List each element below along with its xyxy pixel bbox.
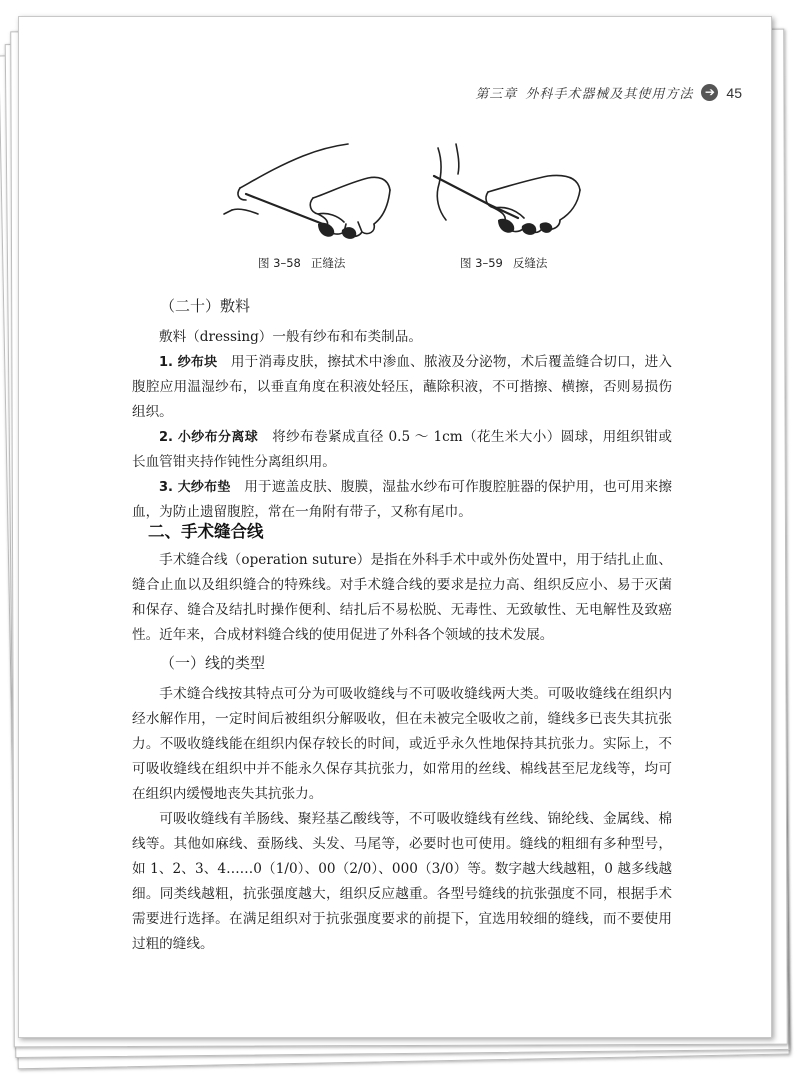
section-heading-dressing: （二十）敷料 [160,297,251,315]
dressing-item-large-gauze-pad: 3. 大纱布垫 用于遮盖皮肤、腹膜，湿盐水纱布可作腹腔脏器的保护用，也可用来擦血，为防止遗留腹腔，常在一角附有带子，又称有尾巾。 [132,479,672,520]
section-heading-suture-types: （一）线的类型 [160,654,266,672]
figure-reverse-suture-illustration [428,140,588,250]
suture-types-paragraph: 手术缝合线按其特点可分为可吸收缝线与不可吸收缝线两大类。可吸收缝线在组织内经水解作用，一定时间后被组织分解吸收，但在未被完全吸收之前，缝线多已丧失其抗张力。不吸收缝线能在组织内保存较长的时间，或近乎永久性地保持其抗张力。实际上，不可吸收缝线在组织中并不能永久保存其抗张力，如常用的丝线、棉线甚至尼龙线等，均可在组织内缓慢地丧失其抗张力。 [132,686,672,802]
running-header [475,83,742,102]
figure-number: 图 3–59 [460,256,503,270]
suture-types-paragraphs [132,682,672,957]
chapter-title: 外科手术器械及其使用方法 [525,87,694,102]
chapter-number: 第三章 [475,87,518,102]
arrow-right-icon: ➔ [701,84,718,101]
suture-types-paragraph: 可吸收缝线有羊肠线、聚羟基乙酸线等，不可吸收缝线有丝线、锦纶线、金属线、棉线等。其他如麻线、蚕肠线、头发、马尾等，必要时也可使用。缝线的粗细有多种型号，如 1、2、3、4……0（1/0）、00（2/0）、000（3/0）等。数字越大线越粗，0 越多线越细。同类线越粗，抗张强度越大，组织反应越重。各型号缝线的抗张强度不同，根据手术需要进行选择。在满足组织对于抗张强度要求的前提下，宜选用较细的缝线，而不要使用过粗的缝线。 [132,811,672,952]
dressing-item-gauze-ball: 2. 小纱布分离球 将纱布卷紧成直径 0.5 ～ 1cm（花生米大小）圆球，用组织钳或长血管钳夹持作钝性分离组织用。 [132,429,672,470]
figure-caption-3-59 [460,255,547,271]
figure-title: 正缝法 [310,256,346,270]
figure-forward-suture-illustration [218,138,393,248]
dressing-item-gauze-pad: 1. 纱布块 用于消毒皮肤，擦拭术中渗血、脓液及分泌物，术后覆盖缝合切口，进入腹腔应用温湿纱布，以垂直角度在积液处轻压，蘸除积液，不可揩擦、横擦，否则易损伤组织。 [132,354,673,420]
figure-number: 图 3–58 [258,256,301,270]
section-heading-suture: 二、手术缝合线 [148,522,264,541]
figure-title: 反缝法 [512,256,548,270]
suture-paragraph: 手术缝合线（operation suture）是指在外科手术中或外伤处置中，用于结扎止血、缝合止血以及组织缝合的特殊线。对手术缝合线的要求是拉力高、组织反应小、易于灭菌和保存、缝合及结扎时操作便利、结扎后不易松脱、无毒性、无致敏性、无电解性及致癌性。近年来，合成材料缝合线的使用促进了外科各个领域的技术发展。 [132,552,672,643]
dressing-paragraphs [132,325,672,525]
dressing-intro: 敷料（dressing）一般有纱布和布类制品。 [159,329,422,345]
figure-caption-3-58 [258,255,345,271]
page-number: 45 [726,84,742,101]
